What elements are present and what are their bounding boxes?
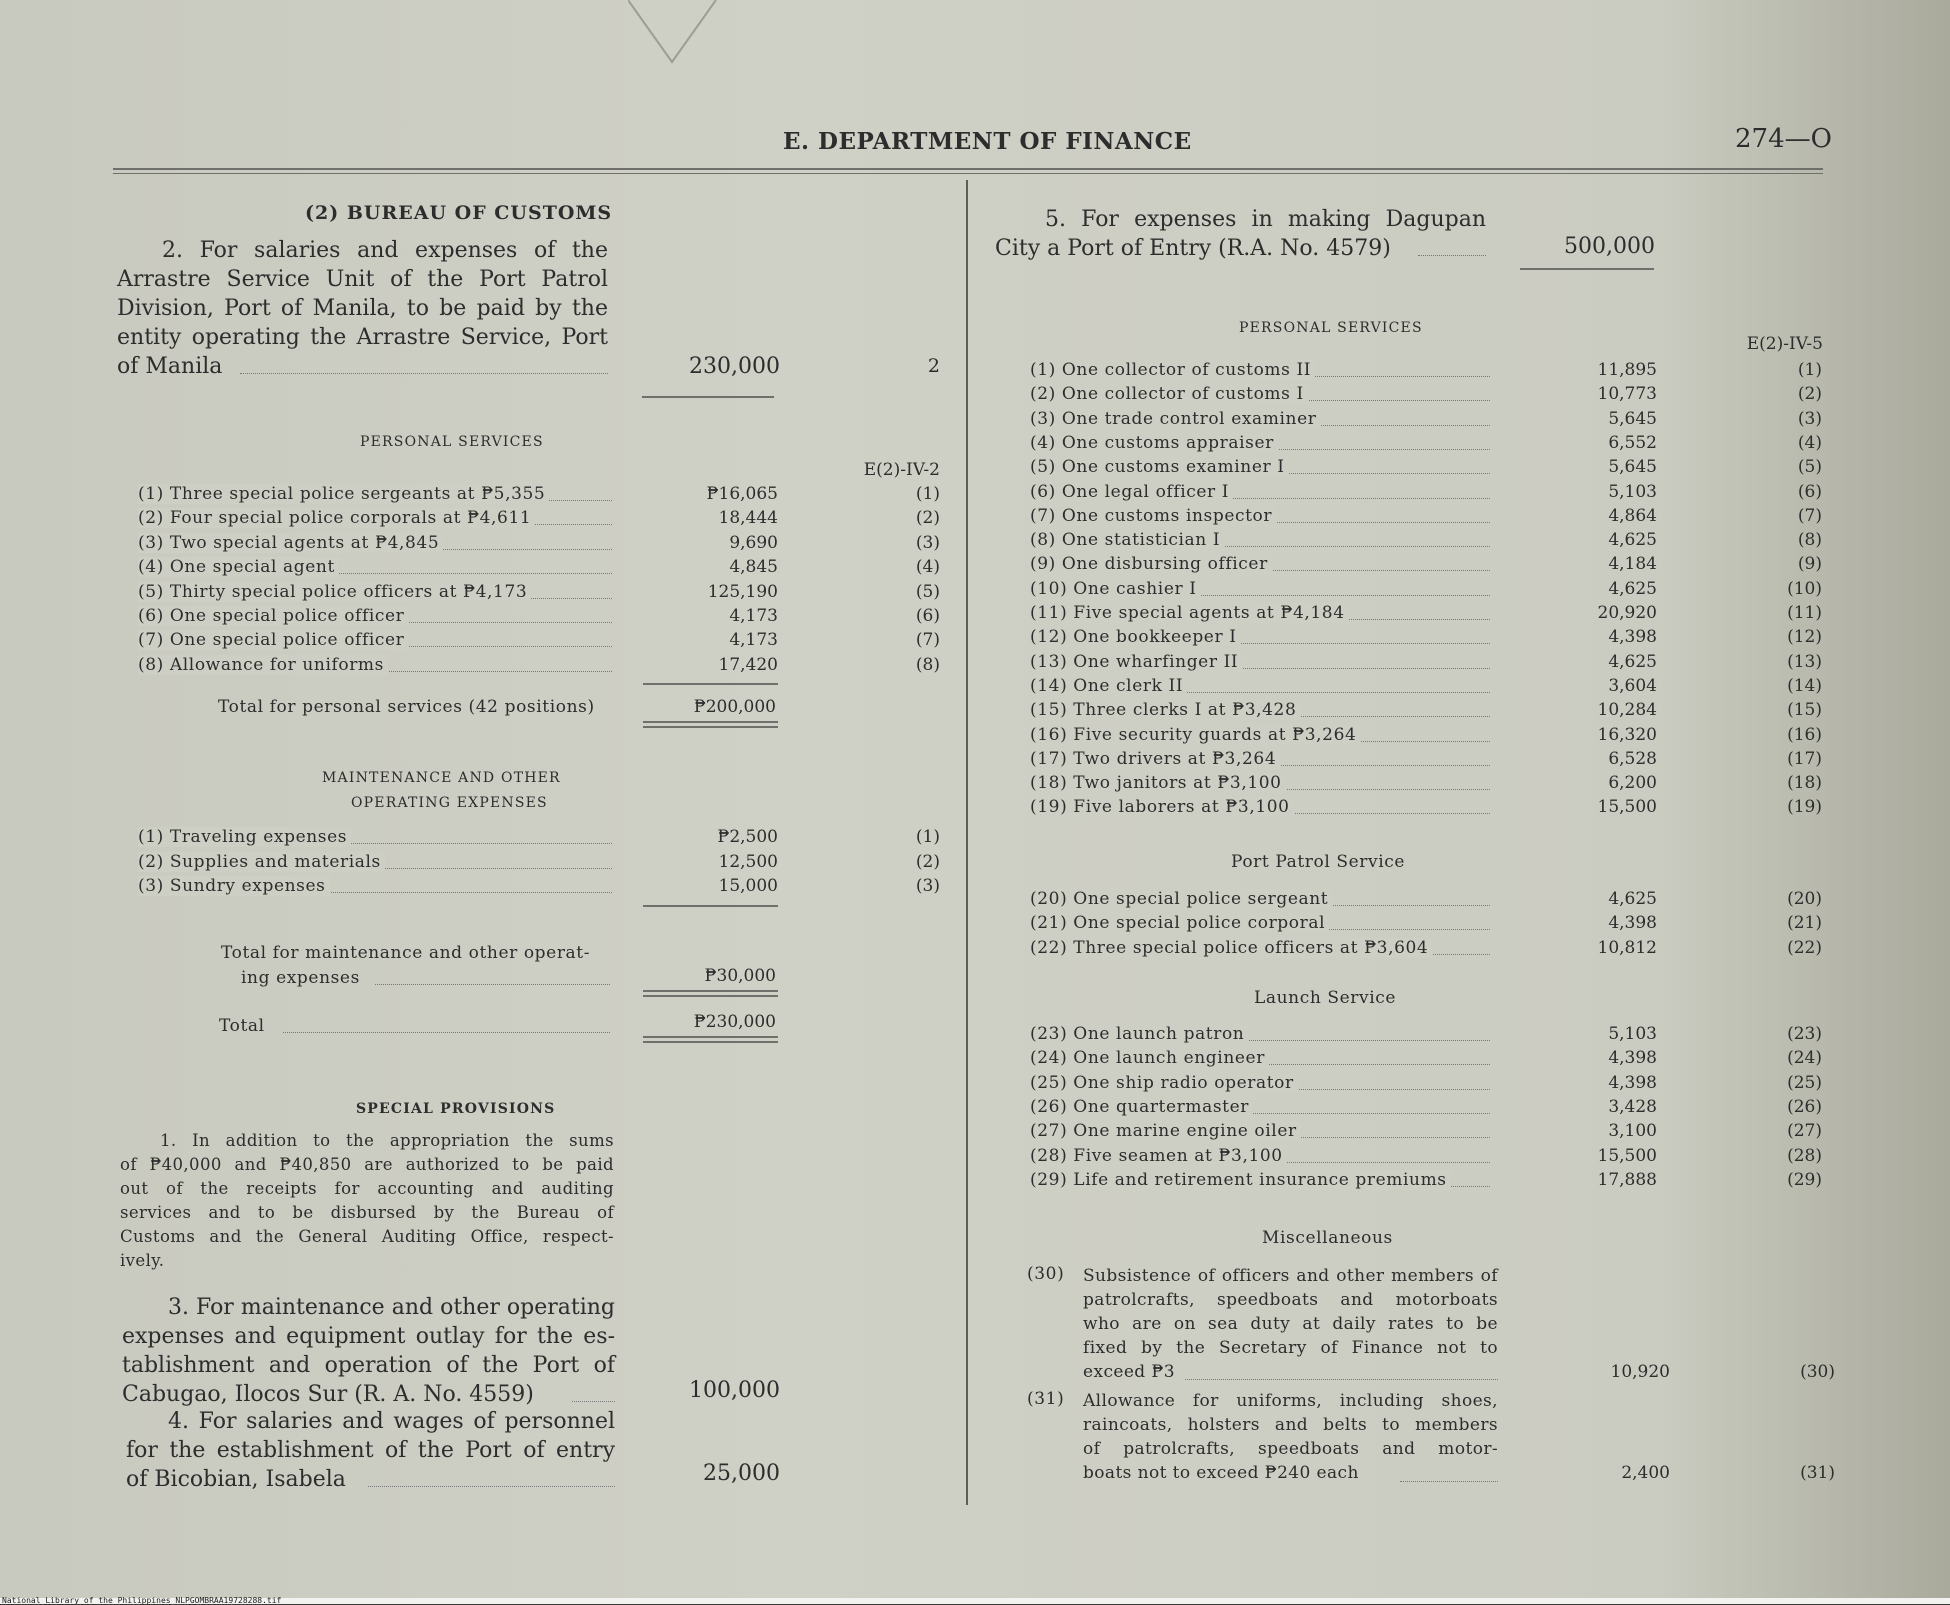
item-5-line: City a Port of Entry (R.A. No. 4579) [995, 236, 1391, 261]
line-item-ref: (23) [1787, 1024, 1822, 1044]
line-item-ref: (26) [1787, 1096, 1822, 1117]
line-item-amount: 4,184 [1608, 554, 1657, 575]
leader-dots [375, 984, 610, 985]
line-item-label: (7) One special police officer [138, 630, 408, 650]
line-item-ref: (20) [1787, 889, 1822, 909]
line-item-amount: 6,528 [1608, 748, 1657, 769]
leader-dots [283, 1032, 610, 1033]
line-item-amount: 4,398 [1608, 913, 1657, 934]
misc-item-amount: 10,920 [1610, 1362, 1670, 1382]
line-item-label: (3) Sundry expenses [138, 876, 330, 896]
line-item-ref: (3) [915, 532, 940, 553]
line-item-ref: (28) [1787, 1145, 1822, 1166]
line-item-ref: (8) [915, 654, 940, 675]
total-double-rule [643, 1041, 778, 1043]
misc-item-ref: (30) [1800, 1362, 1835, 1382]
line-item-label: (18) Two janitors at ₱3,100 [1030, 773, 1286, 793]
line-item-ref: (21) [1787, 913, 1822, 934]
line-item-ref: (4) [1797, 432, 1822, 453]
line-item-ref: (1) [915, 484, 940, 504]
line-item-label: (3) Two special agents at ₱4,845 [138, 533, 443, 553]
line-item-ref: (4) [915, 557, 940, 578]
line-item-label: (10) One cashier I [1030, 579, 1201, 599]
line-item-label: (6) One special police officer [138, 606, 408, 626]
provision-line: 1. In addition to the appropriation the sums [160, 1131, 614, 1150]
line-item-ref: (29) [1787, 1169, 1822, 1190]
line-item-label: (4) One special agent [138, 557, 339, 577]
line-item-label: (5) One customs examiner I [1030, 457, 1289, 477]
line-item-label: (1) Traveling expenses [138, 827, 351, 847]
special-provisions-heading: SPECIAL PROVISIONS [356, 1101, 556, 1117]
line-item-ref: (3) [1797, 408, 1822, 429]
line-item-ref: (9) [1797, 554, 1822, 575]
maintenance-total-label: ing expenses [241, 968, 360, 988]
line-item-label: (12) One bookkeeper I [1030, 627, 1241, 647]
subtotal-rule [643, 905, 778, 907]
department-title: E. DEPARTMENT OF FINANCE [783, 128, 1192, 155]
item-3-line: tablishment and operation of the Port of [122, 1353, 615, 1378]
misc-item-line: raincoats, holsters and belts to members [1083, 1415, 1498, 1435]
line-item-amount: 5,103 [1608, 481, 1657, 502]
launch-heading: Launch Service [1254, 988, 1397, 1008]
line-item-label: (15) Three clerks I at ₱3,428 [1030, 700, 1300, 720]
item-2-line: 2. For salaries and expenses of the [162, 238, 608, 263]
item-4-line: of Bicobian, Isabela [126, 1467, 346, 1492]
line-item-amount: 16,320 [1597, 724, 1657, 745]
misc-item-line: patrolcrafts, speedboats and motorboats [1083, 1290, 1498, 1310]
line-item-label: (22) Three special police officers at ₱3,604 [1030, 938, 1432, 958]
total-double-rule [643, 721, 778, 723]
line-item-label: (9) One disbursing officer [1030, 554, 1272, 574]
provision-line: out of the receipts for accounting and auditing [120, 1179, 614, 1198]
provision-line: ively. [120, 1251, 165, 1270]
total-double-rule [643, 995, 778, 997]
line-item-ref: (17) [1787, 748, 1822, 769]
line-item-amount: 6,552 [1608, 432, 1657, 453]
personal-services-total-label: Total for personal services (42 positions) [218, 697, 595, 717]
line-item-amount: 9,690 [729, 532, 778, 553]
column-divider [966, 180, 968, 1505]
line-item-amount: 10,284 [1597, 700, 1657, 721]
line-item-ref: (6) [915, 606, 940, 626]
line-item-label: (24) One launch engineer [1030, 1048, 1269, 1068]
line-item-ref: (22) [1787, 937, 1822, 958]
scan-source-label: National Library of the Philippines NLPGOMBRAA19728288.tif [2, 1596, 282, 1605]
line-item-ref: (14) [1787, 675, 1822, 696]
line-item-amount: 12,500 [718, 851, 778, 872]
line-item-ref: (27) [1787, 1121, 1822, 1142]
total-double-rule [643, 1036, 778, 1038]
line-item-ref: (2) [915, 851, 940, 872]
line-item-amount: 17,420 [718, 654, 778, 675]
personal-services-code: E(2)-IV-2 [863, 460, 940, 480]
misc-item-line: fixed by the Secretary of Finance not to [1083, 1338, 1498, 1358]
line-item-amount: 6,200 [1608, 773, 1657, 794]
item-3-amount: 100,000 [689, 1378, 780, 1403]
amount-rule [1520, 268, 1654, 270]
line-item-label: (17) Two drivers at ₱3,264 [1030, 749, 1280, 769]
maintenance-heading: OPERATING EXPENSES [351, 795, 548, 811]
item-2-line: Arrastre Service Unit of the Port Patrol [117, 267, 608, 292]
item-2-amount: 230,000 [689, 354, 780, 379]
misc-item-amount: 2,400 [1621, 1463, 1670, 1483]
misc-item-line: Subsistence of officers and other members of [1083, 1266, 1498, 1286]
line-item-label: (5) Thirty special police officers at ₱4,173 [138, 582, 531, 602]
item-3-line: 3. For maintenance and other operating [168, 1295, 615, 1320]
misc-item-number: (31) [1027, 1389, 1065, 1409]
subtotal-rule [643, 683, 778, 685]
line-item-amount: 3,100 [1608, 1121, 1657, 1142]
line-item-ref: (24) [1787, 1048, 1822, 1069]
line-item-amount: 15,000 [718, 876, 778, 896]
item-3-line: expenses and equipment outlay for the es- [122, 1324, 615, 1349]
line-item-ref: (11) [1787, 603, 1822, 623]
line-item-label: (6) One legal officer I [1030, 482, 1233, 502]
item-2-line: entity operating the Arrastre Service, Port [117, 325, 608, 350]
misc-item-ref: (31) [1800, 1463, 1835, 1483]
line-item-label: (21) One special police corporal [1030, 913, 1329, 933]
line-item-amount: 5,645 [1608, 457, 1657, 478]
item-4-line: for the establishment of the Port of entry [126, 1438, 615, 1463]
misc-item-line: Allowance for uniforms, including shoes, [1083, 1391, 1498, 1411]
line-item-label: (8) One statistician I [1030, 530, 1224, 550]
maintenance-heading: MAINTENANCE AND OTHER [322, 770, 561, 786]
provision-line: services and to be disbursed by the Bureau of [120, 1203, 614, 1222]
line-item-label: (26) One quartermaster [1030, 1097, 1253, 1117]
line-item-amount: 4,864 [1608, 505, 1657, 526]
line-item-ref: (18) [1787, 773, 1822, 794]
item-3-line: Cabugao, Ilocos Sur (R. A. No. 4559) [122, 1382, 534, 1407]
misc-item-line: exceed ₱3 [1083, 1362, 1175, 1382]
leader-dots [1418, 255, 1486, 256]
line-item-amount: 15,500 [1597, 1145, 1657, 1166]
leader-dots [1185, 1379, 1498, 1380]
line-item-amount: 20,920 [1597, 603, 1657, 623]
misc-item-line: of patrolcrafts, speedboats and motor- [1083, 1439, 1498, 1459]
misc-item-line: who are on sea duty at daily rates to be [1083, 1314, 1498, 1334]
line-item-ref: (5) [915, 581, 940, 602]
port-patrol-heading: Port Patrol Service [1231, 852, 1406, 872]
grand-total-label: Total [219, 1016, 265, 1036]
line-item-amount: 4,845 [729, 557, 778, 578]
line-item-label: (19) Five laborers at ₱3,100 [1030, 797, 1294, 817]
line-item-ref: (13) [1787, 651, 1822, 672]
line-item-amount: 4,173 [729, 630, 778, 651]
line-item-label: (7) One customs inspector [1030, 506, 1276, 526]
page-number: 274—O [1735, 124, 1832, 154]
bureau-heading: (2) BUREAU OF CUSTOMS [305, 202, 613, 224]
provision-line: Customs and the General Auditing Office, respect- [120, 1227, 614, 1246]
line-item-ref: (16) [1787, 724, 1822, 745]
line-item-amount: 4,173 [729, 606, 778, 626]
line-item-label: (3) One trade control examiner [1030, 409, 1321, 429]
line-item-label: (29) Life and retirement insurance premiums [1030, 1170, 1451, 1190]
line-item-label: (23) One launch patron [1030, 1024, 1248, 1044]
grand-total-amount: ₱230,000 [693, 1012, 776, 1032]
line-item-amount: 15,500 [1597, 797, 1657, 818]
line-item-label: (4) One customs appraiser [1030, 433, 1278, 453]
line-item-amount: 4,625 [1608, 530, 1657, 551]
line-item-amount: 4,398 [1608, 1048, 1657, 1069]
scan-footer-strip [0, 1598, 1950, 1604]
line-item-amount: 4,398 [1608, 627, 1657, 648]
personal-services-code: E(2)-IV-5 [1746, 334, 1823, 354]
line-item-amount: 10,812 [1597, 937, 1657, 958]
item-2-line: of Manila [117, 354, 223, 379]
line-item-amount: 18,444 [718, 508, 778, 529]
line-item-amount: 11,895 [1597, 360, 1657, 380]
line-item-amount: 4,625 [1608, 889, 1657, 909]
line-item-amount: 5,645 [1608, 408, 1657, 429]
line-item-label: (28) Five seamen at ₱3,100 [1030, 1146, 1287, 1166]
misc-item-line: boats not to exceed ₱240 each [1083, 1463, 1359, 1483]
provision-line: of ₱40,000 and ₱40,850 are authorized to be paid [120, 1155, 614, 1174]
line-item-ref: (7) [915, 630, 940, 651]
line-item-amount: 3,604 [1608, 675, 1657, 696]
line-item-ref: (15) [1787, 700, 1822, 721]
header-rule [113, 168, 1823, 170]
line-item-label: (25) One ship radio operator [1030, 1073, 1298, 1093]
item-2-line: Division, Port of Manila, to be paid by the [117, 296, 608, 321]
leader-dots [368, 1486, 615, 1487]
line-item-ref: (25) [1787, 1072, 1822, 1093]
line-item-ref: (5) [1797, 457, 1822, 478]
line-item-label: (1) Three special police sergeants at ₱5,355 [138, 484, 549, 504]
line-item-label: (1) One collector of customs II [1030, 360, 1315, 380]
item-4-line: 4. For salaries and wages of personnel [168, 1409, 615, 1434]
leader-dots [1400, 1481, 1498, 1482]
line-item-label: (27) One marine engine oiler [1030, 1121, 1301, 1141]
line-item-ref: (7) [1797, 505, 1822, 526]
total-double-rule [643, 990, 778, 992]
line-item-amount: 4,398 [1608, 1072, 1657, 1093]
line-item-label: (2) One collector of customs I [1030, 384, 1308, 404]
item-5-amount: 500,000 [1564, 234, 1655, 259]
line-item-amount: 5,103 [1608, 1024, 1657, 1044]
personal-services-total-amount: ₱200,000 [693, 697, 776, 717]
line-item-ref: (6) [1797, 481, 1822, 502]
line-item-ref: (2) [1797, 384, 1822, 405]
line-item-amount: ₱2,500 [717, 827, 778, 847]
maintenance-total-label: Total for maintenance and other operat- [221, 943, 591, 963]
item-5-line: 5. For expenses in making Dagupan [1045, 207, 1486, 232]
line-item-amount: 3,428 [1608, 1096, 1657, 1117]
misc-heading: Miscellaneous [1262, 1228, 1393, 1248]
line-item-amount: 17,888 [1597, 1169, 1657, 1190]
line-item-amount: 4,625 [1608, 578, 1657, 599]
line-item-ref: (1) [1797, 360, 1822, 380]
line-item-label: (2) Four special police corporals at ₱4,611 [138, 508, 535, 528]
line-item-ref: (2) [915, 508, 940, 529]
header-rule-2 [113, 173, 1823, 174]
maintenance-total-amount: ₱30,000 [704, 966, 776, 986]
line-item-ref: (12) [1787, 627, 1822, 648]
line-item-ref: (3) [915, 876, 940, 896]
item-2-ref: 2 [927, 355, 940, 377]
line-item-label: (16) Five security guards at ₱3,264 [1030, 725, 1360, 745]
line-item-amount: 125,190 [707, 581, 778, 602]
misc-item-number: (30) [1027, 1264, 1065, 1284]
line-item-ref: (8) [1797, 530, 1822, 551]
line-item-ref: (10) [1787, 578, 1822, 599]
paper-fold-mark [628, 0, 718, 70]
leader-dots [572, 1401, 615, 1402]
line-item-amount: 10,773 [1597, 384, 1657, 405]
line-item-label: (14) One clerk II [1030, 676, 1187, 696]
line-item-label: (2) Supplies and materials [138, 852, 385, 872]
amount-rule [642, 396, 774, 398]
personal-services-heading: PERSONAL SERVICES [360, 434, 544, 450]
line-item-label: (20) One special police sergeant [1030, 889, 1332, 909]
line-item-label: (8) Allowance for uniforms [138, 655, 388, 675]
line-item-label: (11) Five special agents at ₱4,184 [1030, 603, 1349, 623]
total-double-rule [643, 726, 778, 728]
line-item-ref: (19) [1787, 797, 1822, 818]
personal-services-heading: PERSONAL SERVICES [1239, 320, 1423, 336]
line-item-ref: (1) [915, 827, 940, 847]
line-item-amount: ₱16,065 [706, 484, 778, 504]
line-item-label: (13) One wharfinger II [1030, 652, 1242, 672]
line-item-amount: 4,625 [1608, 651, 1657, 672]
item-4-amount: 25,000 [703, 1461, 780, 1486]
leader-dots [240, 373, 608, 374]
